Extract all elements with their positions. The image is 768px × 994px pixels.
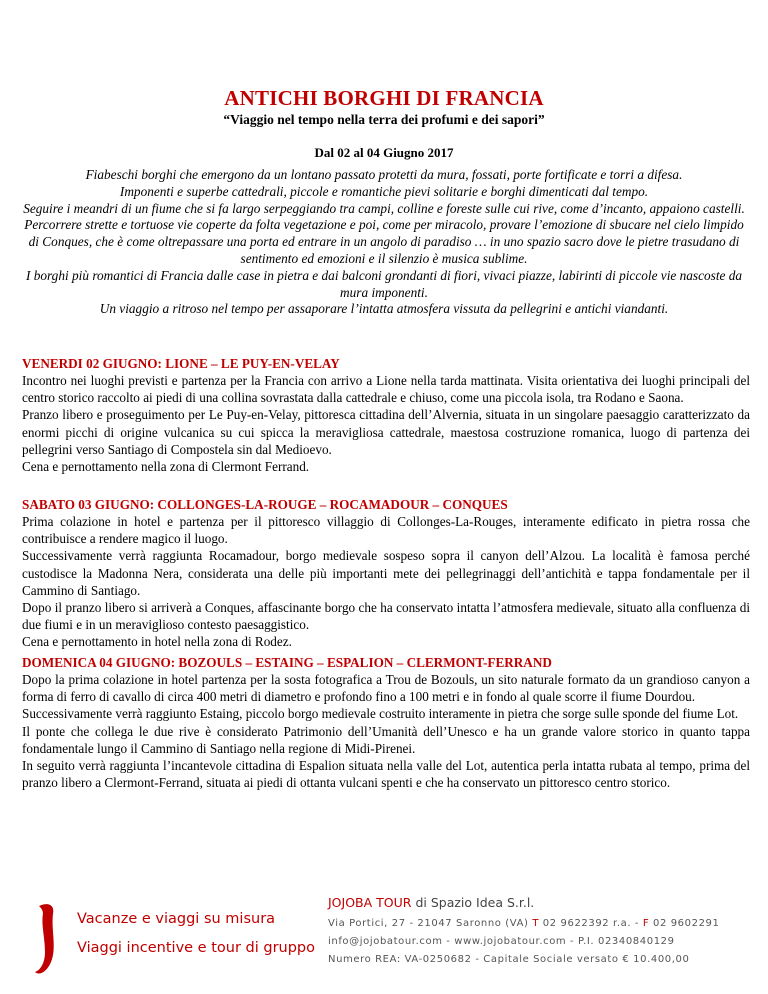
day-paragraph: Successivamente verrà raggiunta Rocamadour, borgo medievale sospeso sopra il canyon dell’Alzou. La località è famosa perché custodisce la Madonna Nera, considerata una delle più importanti mete dei pellegrinaggi dell’antichità e tappa fondamentale per il Cammino di Santiago. [22,548,750,598]
day-1-heading: VENERDI 02 GIUGNO: LIONE – LE PUY-EN-VELAY [22,356,340,371]
fax-label: F [642,918,650,929]
day-2-heading: SABATO 03 GIUGNO: COLLONGES-LA-ROUGE – ROCAMADOUR – CONQUES [22,497,508,512]
day-3-section [22,654,750,791]
intro-section [22,167,746,318]
jojoba-logo-icon [33,900,61,980]
intro-line: Un viaggio a ritroso nel tempo per assaporare l’intatta atmosfera vissuta da pellegrini e antichi viandanti. [99,301,669,317]
day-paragraph: Successivamente verrà raggiunto Estaing, piccolo borgo medievale costruito interamente in pietra che sorge sulle sponde del fiume Lot. [22,706,739,722]
day-paragraph: Cena e pernottamento in hotel nella zona di Rodez. [22,634,292,650]
day-3-heading: DOMENICA 04 GIUGNO: BOZOULS – ESTAING – ESPALION – CLERMONT-FERRAND [22,655,552,670]
day-paragraph: Cena e pernottamento nella zona di Clermont Ferrand. [22,459,310,475]
phone-number: 02 9622392 r.a. - [539,918,643,929]
day-2-section [22,496,750,651]
day-paragraph: Dopo la prima colazione in hotel partenza per la sosta fotografica a Trou de Bozouls, un sito naturale formato da un grandioso canyon a forma di ferro di cavallo di circa 400 metri di diametro e profondo fino a 100 metri e in fondo al quale scorre il fiume Dourdou. [22,672,750,705]
address-street: Via Portici, 27 - 21047 Saronno (VA) [328,918,533,929]
intro-line: Imponenti e superbe cattedrali, piccole e romantiche pievi solitarie e borghi dimenticati dal tempo. [119,183,649,199]
day-paragraph: In seguito verrà raggiunta l’incantevole cittadina di Espalion situata nella valle del Lot, autentica perla intatta rubata al tempo, prima del pranzo libero a Clermont-Ferrand, situata ai piedi di ottanta vulcani spenti e che ha conservato un pittoresco centro storico. [22,758,750,791]
fax-number: 02 9602291 [649,918,720,929]
day-paragraph: Prima colazione in hotel e partenza per il pittoresco villaggio di Collonges-La-Rouges, interamente edificato in pietra rossa che contribuisce a rendere magico il luogo. [22,514,750,547]
phone-label: T [532,918,540,929]
company-suffix: di Spazio Idea S.r.l. [411,895,535,910]
day-paragraph: Dopo il pranzo libero si arriverà a Conques, affascinante borgo che ha conservato intatta l’atmosfera medievale, situato alla confluenza di due fiumi e in un meraviglioso contesto paesaggistico. [22,600,750,633]
document-title: ANTICHI BORGHI DI FRANCIA [224,86,544,110]
day-paragraph: Il ponte che collega le due rive è considerato Patrimonio dell’Umanità dell’Unesco e ha un grande valore storico in quanto tappa fondamentale lungo il Cammino di Santiago nella regione di Midi-Pirenei. [22,723,750,756]
day-paragraph: Incontro nei luoghi previsti e partenza per la Francia con arrivo a Lione nella tarda mattinata. Visita orientativa dei luoghi principali del centro storico raccolto ai piedi di una collina sovrastata dalla cattedrale e chiuso, come una piccola isola, tra Rodano e Saona. [22,373,750,406]
company-brand: JOJOBA TOUR [328,895,412,910]
company-name [328,895,534,910]
company-contacts: info@jojobatour.com - www.jojobatour.com - P.I. 02340840129 [328,936,675,947]
intro-line: Fiabeschi borghi che emergono da un lontano passato protetti da mura, fossati, porte fortificate e torri a difesa. [85,167,683,182]
day-1-section [22,355,750,475]
company-registration: Numero REA: VA-0250682 - Capitale Sociale versato € 10.400,00 [328,954,690,965]
intro-line: Seguire i meandri di un fiume che si fa largo serpeggiando tra campi, colline e foreste sulle cui rive, come d’incanto, appaiono castelli. [23,200,745,216]
document-subtitle: “Viaggio nel tempo nella terra dei profumi e dei sapori” [223,112,545,127]
travel-dates: Dal 02 al 04 Giugno 2017 [314,145,454,160]
day-paragraph: Pranzo libero e proseguimento per Le Puy-en-Velay, pittoresca cittadina dell’Alvernia, situata in un singolare paesaggio caratterizzato da enormi picchi di origine vulcanica su cui spicca la meravigliosa cattedrale, maestosa costruzione romanica, luogo di partenza dei pellegrini verso Santiago di Compostela sin dal Medioevo. [22,407,750,457]
intro-line: I borghi più romantici di Francia dalle case in pietra e dai balconi grondanti di fiori, vivaci piazze, labirinti di piccole vie nascoste da mura imponenti. [25,267,743,300]
company-address [328,918,719,929]
footer-tagline-1: Vacanze e viaggi su misura [77,911,276,927]
footer-tagline-2: Viaggi incentive e tour di gruppo [77,940,316,956]
intro-line: Percorrere strette e tortuose vie coperte da folta vegetazione e poi, come per miracolo, provare l’emozione di sbucare nel cielo limpido di Conques, che è come oltrepassare una porta ed entrare in un angolo di paradiso … in uno spazio sacro dove le pietre trasudano di sentimento ed emozioni e il silenzio è musica sublime. [24,217,744,266]
